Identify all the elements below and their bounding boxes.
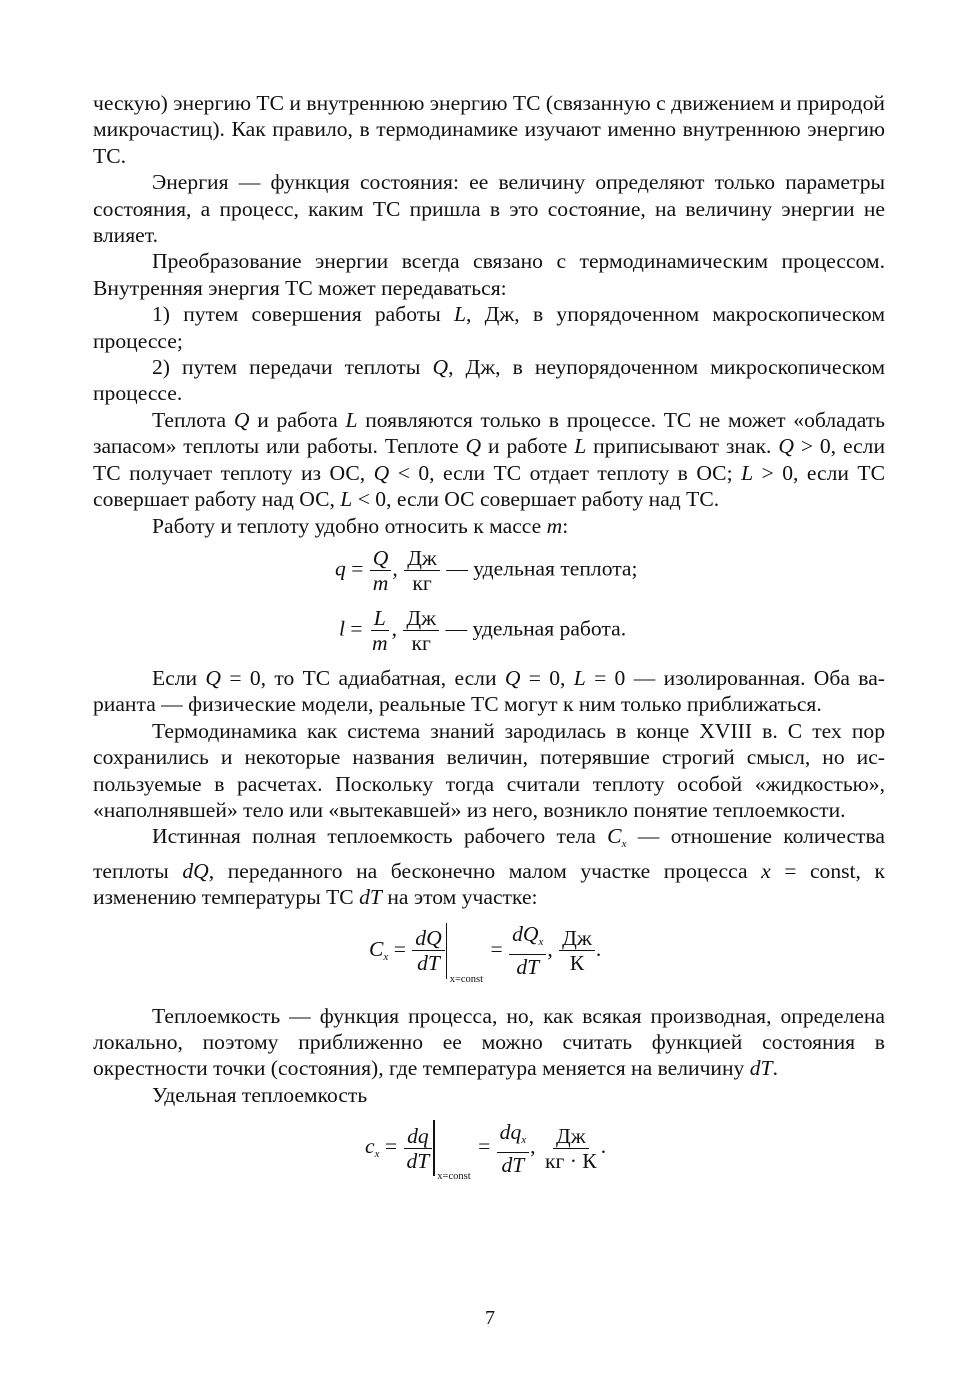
paragraph-heat-work-sign: Теплота Q и работа L появляются только в процессе. ТС не может «обладать запасом» теплоты или работы. Теплоте Q и работе L приписывают знак. Q > 0, если ТС получает теплоту из ОС, Q < 0, если ТС отдает теплоту в ОС; L > 0, если ТС совершает работу над ОС, L < 0, если ОС совершает работу над ТС. xyxy=(93,407,885,512)
paragraph-specific-heat-capacity: Удельная теплоемкость xyxy=(152,1082,368,1107)
paragraph-energy-state: Энергия — функция состояния: ее величину определяют только параметры состояния, а процесс, каким ТС пришла в это состояние, на величину энергии не влияет. xyxy=(93,170,885,248)
paragraph-heat-capacity: Истинная полная теплоемкость рабочего тела Cx — отношение количества теплоты dQ, переданного на бесконечно малом участке процесса x = const, к изменению температуры ТС dT на этом участке: xyxy=(93,824,885,910)
formula-specific-heat: q = $\frac{Q}{m}$ , $\frac{Дж}{кг}$ — удельная теплота; xyxy=(335,545,638,595)
formula-specific-heat-capacity: cx = $\frac{dq}{dT}$ x=const = $\frac{\text{dqx}}{dT}$ , $\frac{Дж}{кг \cdot К}$ . xyxy=(365,1119,607,1183)
paragraph-adiabatic: Если Q = 0, то ТС адиабатная, если Q = 0, L = 0 — изолированная. Оба варианта — физические модели, реальные ТС могут к ним только приближаться. xyxy=(93,665,885,717)
paragraph-1: ческую) энергию ТС и внутреннюю энергию ТС (связанную с движением и природой микрочастиц). Как правило, в термодинамике изучают именно внутреннюю энергию ТС. xyxy=(93,91,885,168)
list-item-work: 1) путем совершения работы L, Дж, в упорядоченном макроскопическом процессе; xyxy=(93,302,885,353)
list-item-heat: 2) путем передачи теплоты Q, Дж, в неупорядоченном микроскопическом процессе. xyxy=(93,355,886,406)
formula-total-heat-capacity: Cx = $\frac{dQ}{dT}$ x=const = $\frac{\text{dQx}}{dT}$ , $\frac{Дж}{К}$ . xyxy=(369,922,602,985)
page-number: 7 xyxy=(485,1307,495,1329)
page-body xyxy=(93,90,885,1200)
paragraph-energy-transform: Преобразование энергии всегда связано с термодинамическим процессом. Внутренняя энергия ТС может передаваться: xyxy=(93,249,885,300)
paragraph-per-mass: Работу и теплоту удобно относить к массе m: xyxy=(152,513,569,538)
paragraph-process-function: Теплоемкость — функция процесса, но, как всякая производная, определена локально, поэтому приближенно ее можно считать функцией состояния в окрестности точки (состояния), где температура меняется на величину dT. xyxy=(93,1003,885,1081)
paragraph-history: Термодинамика как система знаний зародилась в конце XVIII в. С тех пор сохранились и некоторые названия величин, потерявшие строгий смысл, но используемые в расчетах. Поскольку тогда считали теплоту особой «жидкостью», «наполнявшей» тело или «вытекавшей» из него, возникло понятие теплоемкости. xyxy=(93,718,885,822)
formula-specific-work: l = $\frac{L}{m}$ , $\frac{Дж}{кг}$ — удельная работа. xyxy=(339,605,627,655)
